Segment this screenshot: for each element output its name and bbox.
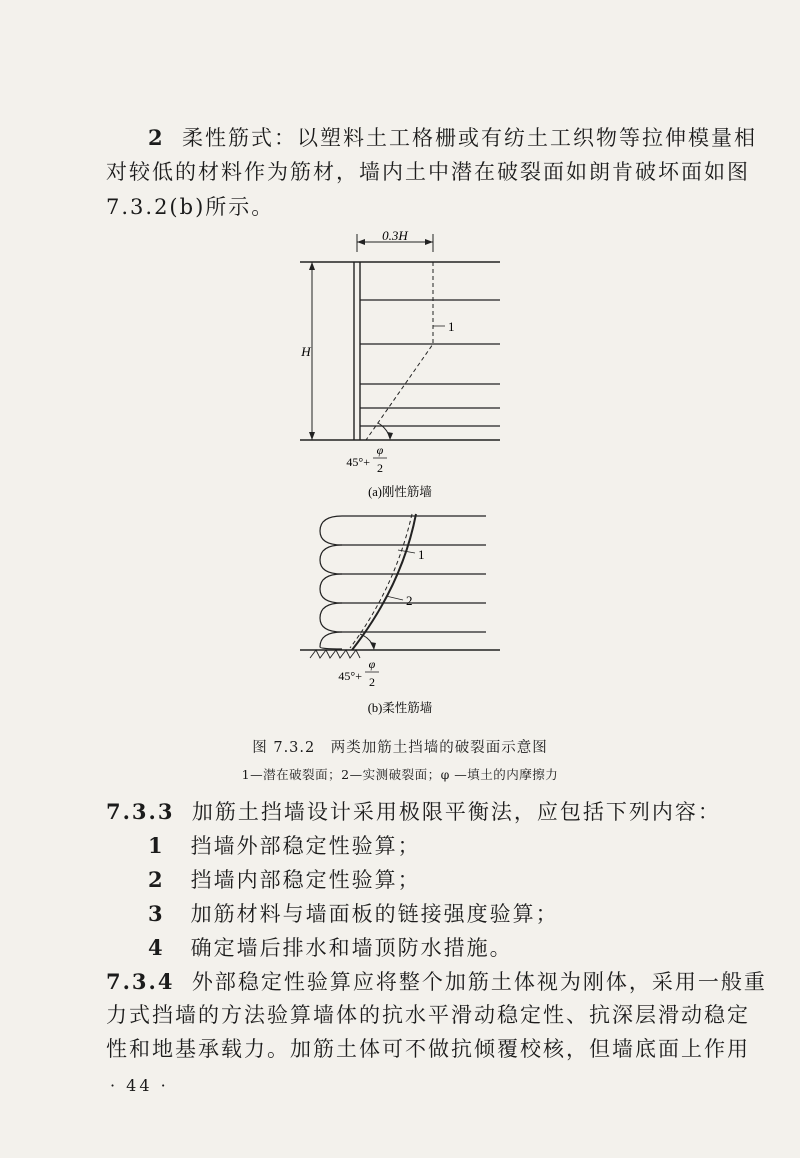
- figure-b-flexible-wall: [290, 508, 510, 720]
- angle-b-num: φ: [368, 657, 376, 671]
- intro-text-1: 柔性筋式：以塑料土工格栅或有纺土工织物等拉伸模量相: [181, 126, 757, 150]
- angle-b-main: 45°+: [338, 669, 362, 683]
- intro-line-2: 对较低的材料作为筋材，墙内土中潜在破裂面如朗肯破坏面如图: [106, 160, 750, 184]
- angle-a-num: φ: [376, 443, 384, 457]
- callout-1-b: 1: [418, 547, 425, 562]
- section-7-3-3-heading: [106, 794, 721, 830]
- list-item-text: 加筋材料与墙面板的链接强度验算；: [190, 902, 559, 926]
- section-7-3-3-num: 7.3.3: [106, 799, 175, 824]
- figure-a-rigid-wall: [290, 228, 510, 508]
- figure-note: 1—潜在破裂面；2—实测破裂面；φ —填土的内摩擦力: [241, 767, 559, 782]
- list-item: [148, 862, 421, 898]
- section-7-3-4-line-3: 性和地基承载力。加筋土体可不做抗倾覆校核，但墙底面上作用: [106, 1037, 750, 1061]
- list-item-num: 1: [148, 833, 165, 858]
- angle-b-den: 2: [369, 675, 375, 689]
- section-7-3-4-heading: [106, 964, 767, 1000]
- list-item-text: 确定墙后排水和墙顶防水措施。: [190, 936, 513, 960]
- list-item-text: 挡墙内部稳定性验算；: [190, 868, 421, 892]
- subcaption-b: (b)柔性筋墙: [367, 701, 433, 715]
- section-7-3-4-line-1: 外部稳定性验算应将整个加筋土体视为刚体，采用一般重: [191, 970, 767, 994]
- angle-a-den: 2: [377, 461, 383, 475]
- page-number: · 44 ·: [110, 1076, 169, 1095]
- intro-line-1: [148, 120, 757, 156]
- list-item: [148, 896, 559, 932]
- section-7-3-3-text: 加筋土挡墙设计采用极限平衡法，应包括下列内容：: [191, 800, 721, 824]
- section-7-3-4-num: 7.3.4: [106, 969, 175, 994]
- list-item-text: 挡墙外部稳定性验算；: [190, 834, 421, 858]
- section-7-3-4-line-2: 力式挡墙的方法验算墙体的抗水平滑动稳定性、抗深层滑动稳定: [106, 1003, 750, 1027]
- dim-top-label: 0.3H: [382, 228, 408, 243]
- list-item: [148, 828, 421, 864]
- dim-left-label: H: [301, 344, 311, 359]
- list-item-num: 2: [148, 867, 165, 892]
- callout-1-a: 1: [448, 319, 455, 334]
- list-item: [148, 930, 513, 966]
- intro-num: 2: [148, 125, 165, 150]
- list-item-num: 4: [148, 935, 165, 960]
- callout-2-b: 2: [406, 593, 413, 608]
- subcaption-a: (a)刚性筋墙: [368, 485, 432, 499]
- figure-caption: 图 7.3.2 两类加筋土挡墙的破裂面示意图: [252, 740, 548, 756]
- list-item-num: 3: [148, 901, 165, 926]
- angle-a-main: 45°+: [346, 455, 370, 469]
- intro-line-3: 7.3.2(b)所示。: [106, 195, 275, 219]
